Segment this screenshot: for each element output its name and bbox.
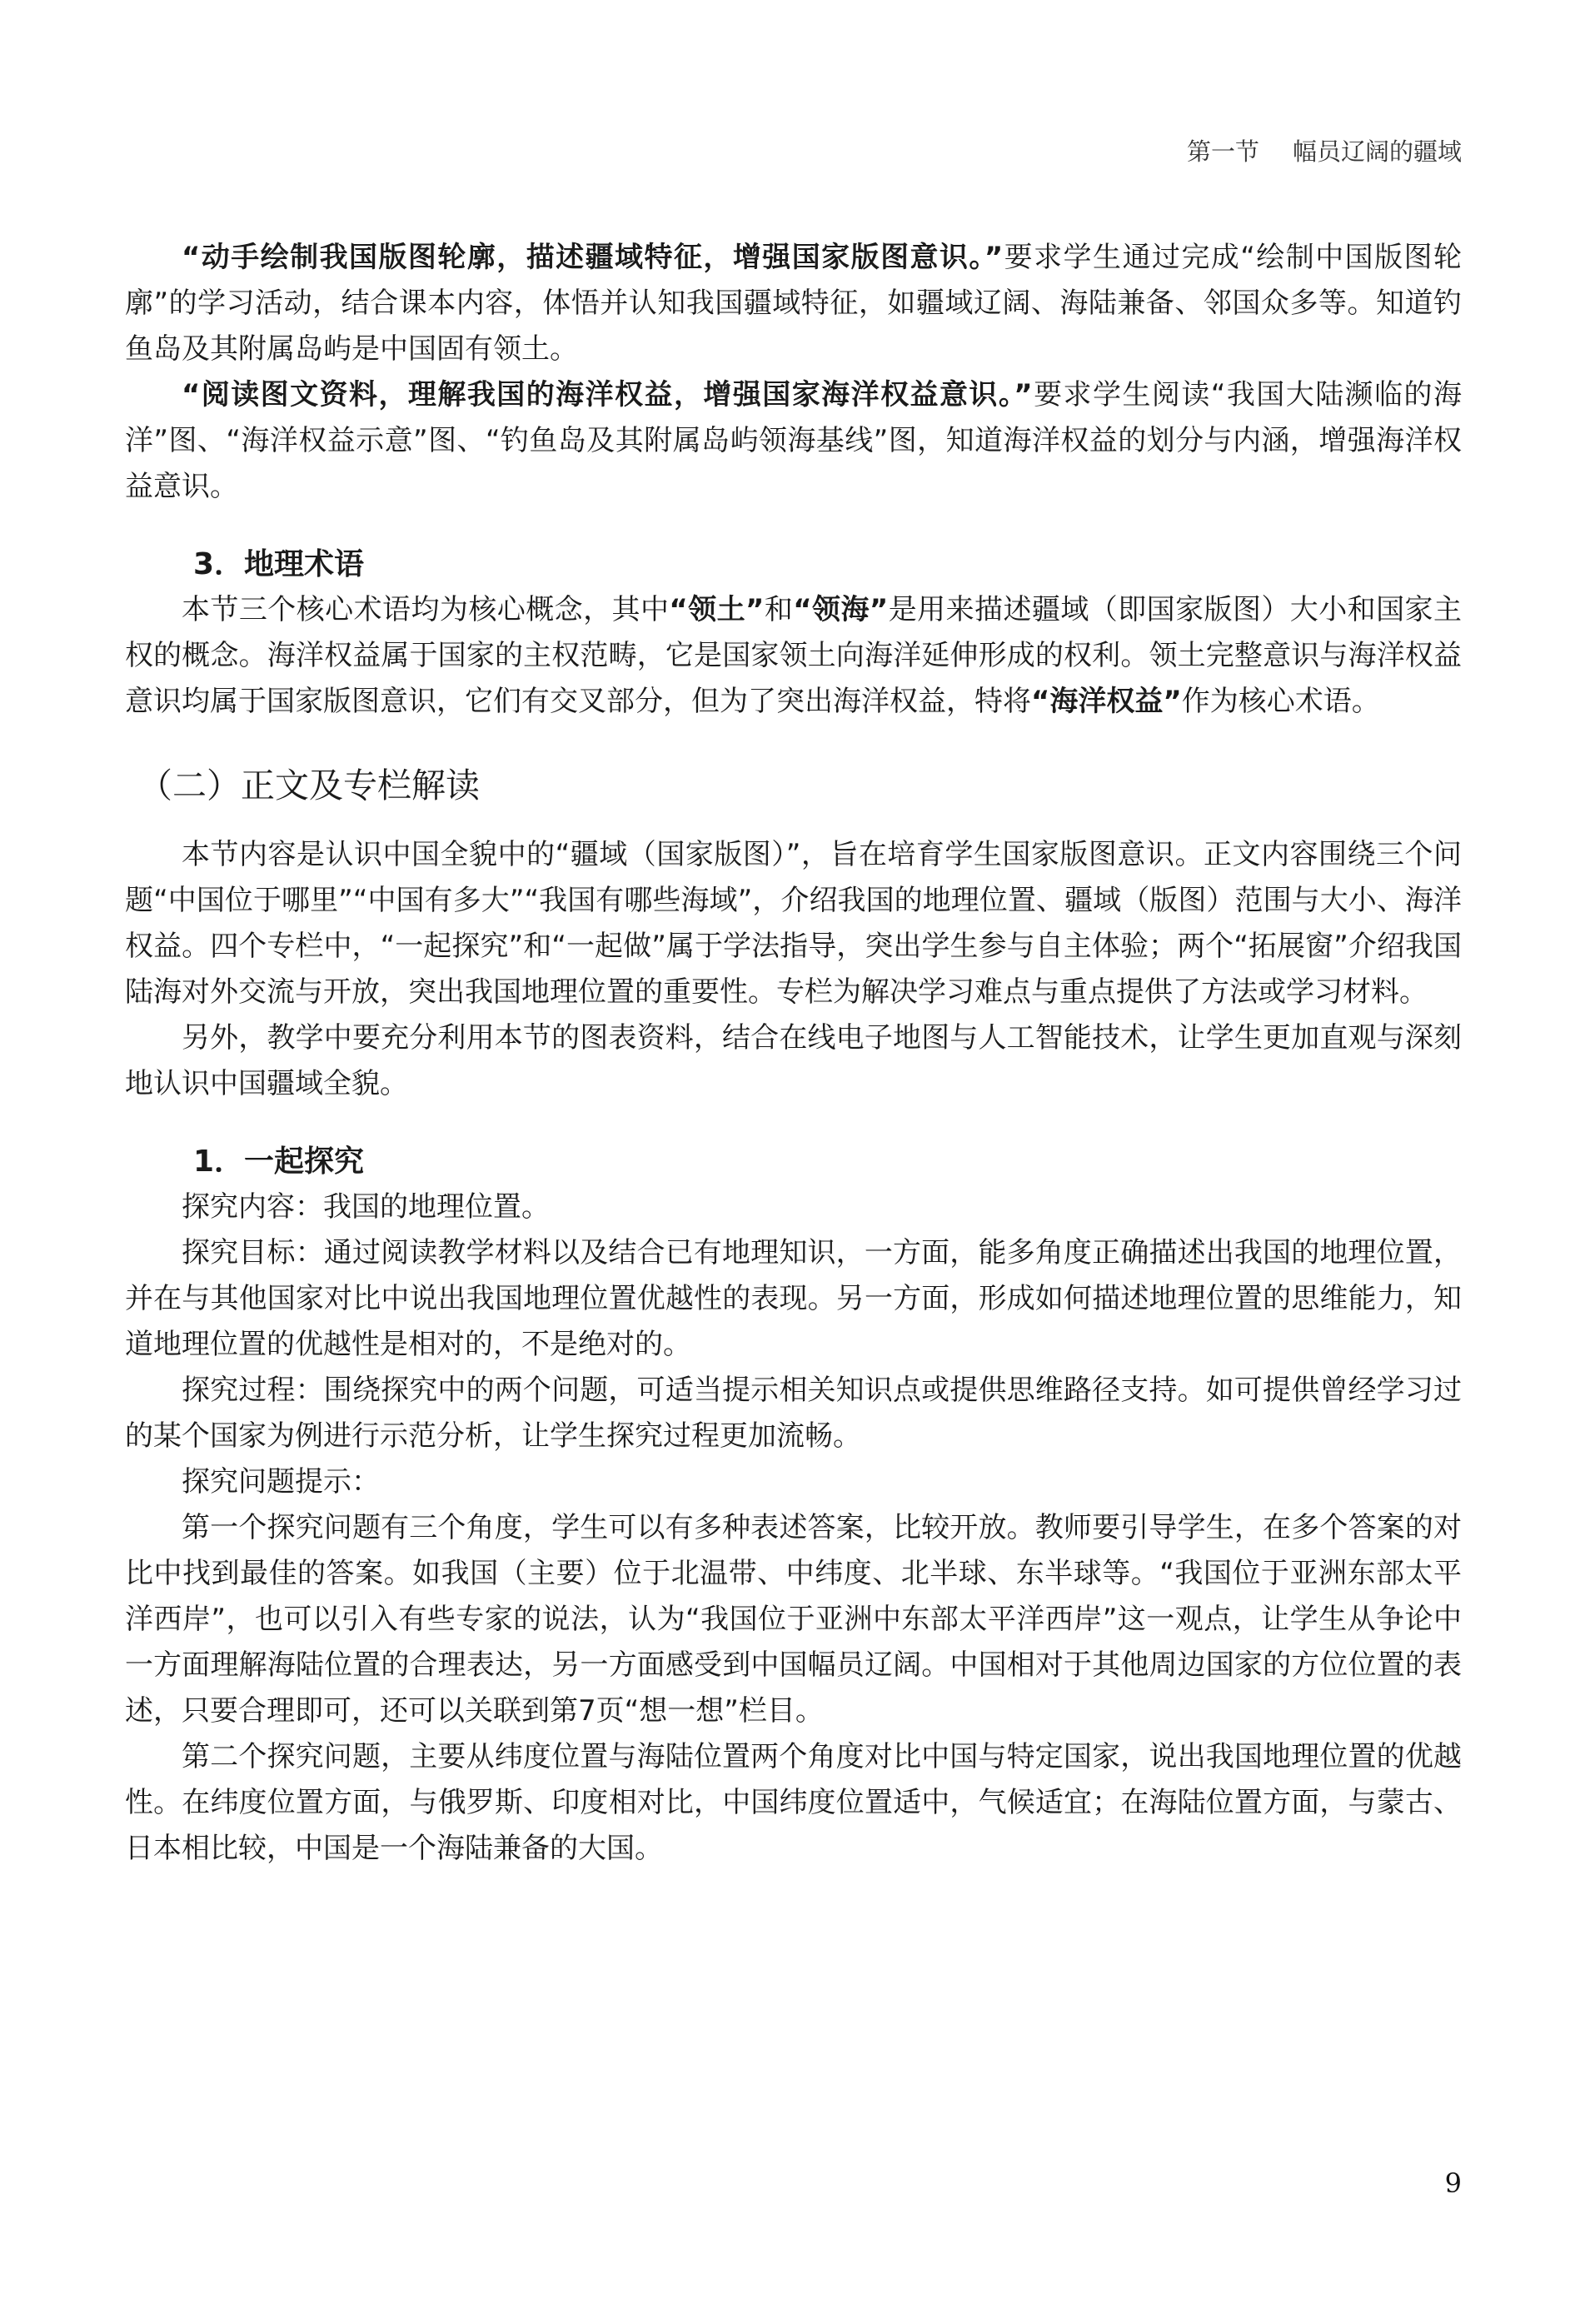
emphasis-text: “阅读图文资料，理解我国的海洋权益，增强国家海洋权益意识。”	[182, 378, 1033, 411]
paragraph-ocean-rights: “阅读图文资料，理解我国的海洋权益，增强国家海洋权益意识。”要求学生阅读“我国大陆濒临的海洋”图、“海洋权益示意”图、“钓鱼岛及其附属岛屿领海基线”图，知道海洋权益的划分与内涵，增强海洋权益意识。	[125, 378, 1462, 503]
paragraph-explore-goal: 探究目标：通过阅读教学材料以及结合已有地理知识，一方面，能多角度正确描述出我国的地理位置，并在与其他国家对比中说出我国地理位置优越性的表现。另一方面，形成如何描述地理位置的思维能力，知道地理位置的优越性是相对的，不是绝对的。	[125, 1236, 1462, 1361]
emphasis-text: “领土”	[669, 593, 765, 626]
emphasis-text: “海洋权益”	[1031, 685, 1182, 718]
paragraph-explore-process: 探究过程：围绕探究中的两个问题，可适当提示相关知识点或提供思维路径支持。如可提供曾经学习过的某个国家为例进行示范分析，让学生探究过程更加流畅。	[125, 1374, 1462, 1453]
paragraph-section-overview: 本节内容是认识中国全貌中的“疆域（国家版图）”，旨在培育学生国家版图意识。正文内容围绕三个问题“中国位于哪里”“中国有多大”“我国有哪些海域”，介绍我国的地理位置、疆域（版图）范围与大小、海洋权益。四个专栏中，“一起探究”和“一起做”属于学法指导，突出学生参与自主体验；两个“拓展窗”介绍我国陆海对外交流与开放，突出我国地理位置的重要性。专栏为解决学习难点与重点提供了方法或学习材料。	[125, 838, 1462, 1009]
heading-geography-terms: 3．地理术语	[193, 547, 365, 581]
body-text	[125, 235, 1462, 1872]
page-number: 9	[1444, 2167, 1462, 2199]
paragraph-explore-content: 探究内容：我国的地理位置。	[182, 1190, 550, 1224]
header-section-label: 第一节	[1186, 137, 1259, 166]
emphasis-text: “动手绘制我国版图轮廓，描述疆域特征，增强国家版图意识。”	[182, 241, 1004, 274]
paragraph-core-terms: 本节三个核心术语均为核心概念，其中“领土”和“领海”是用来描述疆域（即国家版图）大小和国家主权的概念。海洋权益属于国家的主权范畴，它是国家领土向海洋延伸形成的权利。领土完整意识与海洋权益意识均属于国家版图意识，它们有交叉部分，但为了突出海洋权益，特将“海洋权益”作为核心术语。	[125, 593, 1462, 718]
paragraph-second-question: 第二个探究问题，主要从纬度位置与海陆位置两个角度对比中国与特定国家，说出我国地理位置的优越性。在纬度位置方面，与俄罗斯、印度相对比，中国纬度位置适中，气候适宜；在海陆位置方面，与蒙古、日本相比较，中国是一个海陆兼备的大国。	[125, 1740, 1462, 1865]
heading-explore-together: 1．一起探究	[193, 1145, 365, 1179]
heading-section-2: （二）正文及专栏解读	[138, 766, 480, 805]
running-header	[125, 133, 1462, 167]
paragraph-first-question: 第一个探究问题有三个角度，学生可以有多种表述答案，比较开放。教师要引导学生，在多个答案的对比中找到最佳的答案。如我国（主要）位于北温带、中纬度、北半球、东半球等。“我国位于亚洲东部太平洋西岸”，也可以引入有些专家的说法，认为“我国位于亚洲中东部太平洋西岸”这一观点，让学生从争论中一方面理解海陆位置的合理表达，另一方面感受到中国幅员辽阔。中国相对于其他周边国家的方位位置的表述，只要合理即可，还可以关联到第7页“想一想”栏目。	[125, 1511, 1462, 1728]
paragraph-explore-hints: 探究问题提示：	[182, 1465, 380, 1499]
paragraph-teaching-resources: 另外，教学中要充分利用本节的图表资料，结合在线电子地图与人工智能技术，让学生更加直观与深刻地认识中国疆域全貌。	[125, 1021, 1462, 1100]
header-section-title: 幅员辽阔的疆域	[1292, 137, 1462, 166]
emphasis-text: “领海”	[793, 593, 889, 626]
paragraph-drawing-outline: “动手绘制我国版图轮廓，描述疆域特征，增强国家版图意识。”要求学生通过完成“绘制中国版图轮廓”的学习活动，结合课本内容，体悟并认知我国疆域特征，如疆域辽阔、海陆兼备、邻国众多等。知道钓鱼岛及其附属岛屿是中国固有领土。	[125, 241, 1462, 366]
